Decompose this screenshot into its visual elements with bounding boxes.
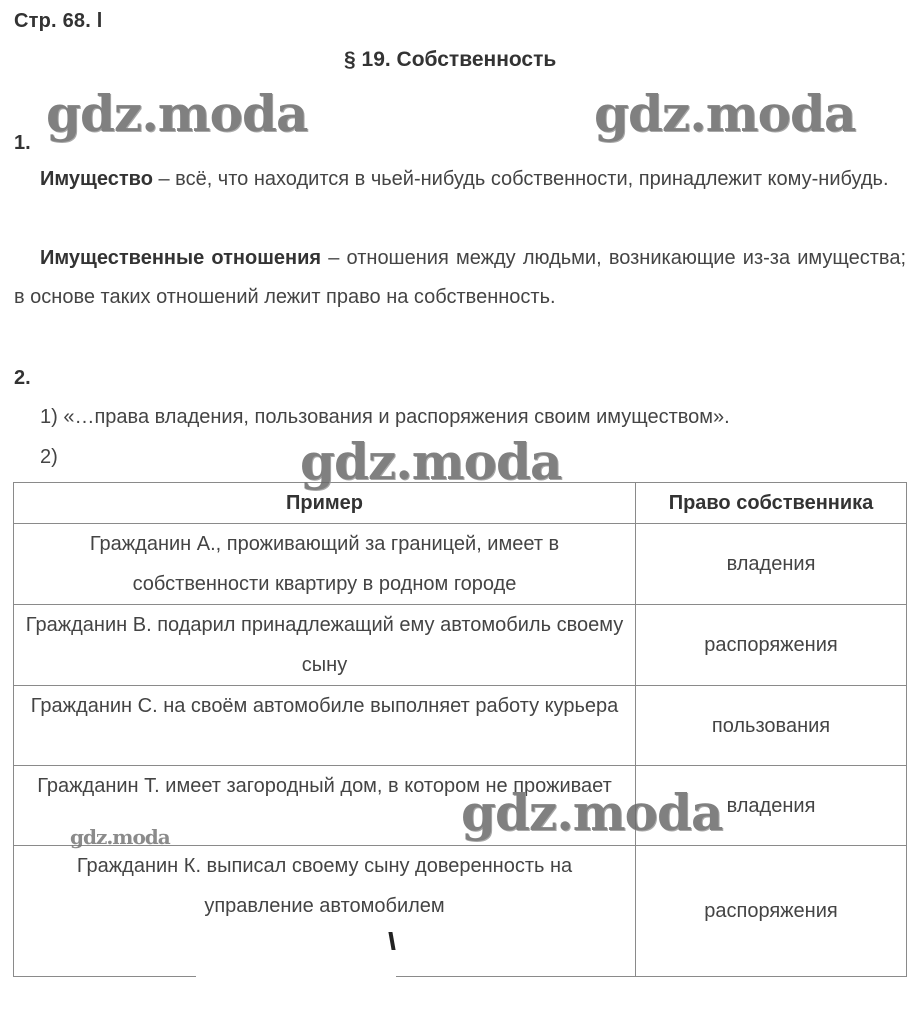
definition-term: Имущественные отношения	[40, 247, 322, 269]
right-cell: пользования	[636, 686, 907, 766]
definition-text: – отношения между людьми, возникающие из-за имущества; в основе таких отношений лежит право на собственность.	[14, 247, 907, 308]
example-cell: Гражданин А., проживающий за границей, имеет в собственности квартиру в родном городе	[14, 524, 636, 605]
answer-1: 1) «…права владения, пользования и распоряжения своим имуществом».	[40, 406, 730, 428]
header-right: Право собственника	[636, 483, 907, 524]
section-title: § 19. Собственность	[344, 48, 557, 71]
table-row	[14, 686, 907, 766]
right-cell: владения	[636, 524, 907, 605]
scan-artifact	[196, 948, 396, 988]
rights-table	[13, 482, 907, 977]
example-cell: Гражданин Т. имеет загородный дом, в котором не проживает	[14, 766, 636, 846]
example-cell: Гражданин К. выписал своему сыну доверенность на управление автомобилем	[14, 846, 636, 977]
definition-text: – всё, что находится в чьей-нибудь собственности, принадлежит кому-нибудь.	[152, 168, 889, 190]
page-label: Стр. 68. l	[14, 10, 103, 32]
definition-term: Имущество	[40, 168, 153, 190]
definition-paragraph	[14, 239, 906, 317]
watermark-logo: gdz.moda	[70, 825, 170, 849]
watermark-logo: gdz.moda	[300, 432, 562, 491]
example-cell: Гражданин С. на своём автомобиле выполняет работу курьера	[14, 686, 636, 766]
watermark-logo: gdz.moda	[594, 84, 856, 143]
table-row	[14, 524, 907, 605]
watermark-logo: gdz.moda	[461, 783, 723, 842]
task-2-number: 2.	[14, 367, 31, 389]
task-1-number: 1.	[14, 132, 31, 154]
watermark-logo: gdz.moda	[46, 84, 308, 143]
table-row	[14, 846, 907, 977]
header-example: Пример	[14, 483, 636, 524]
right-cell: распоряжения	[636, 605, 907, 686]
answer-2-label: 2)	[40, 446, 58, 468]
table-row	[14, 605, 907, 686]
definition-paragraph	[14, 160, 906, 199]
right-cell: распоряжения	[636, 846, 907, 977]
right-cell: владения	[636, 766, 907, 846]
example-cell: Гражданин В. подарил принадлежащий ему автомобиль своему сыну	[14, 605, 636, 686]
